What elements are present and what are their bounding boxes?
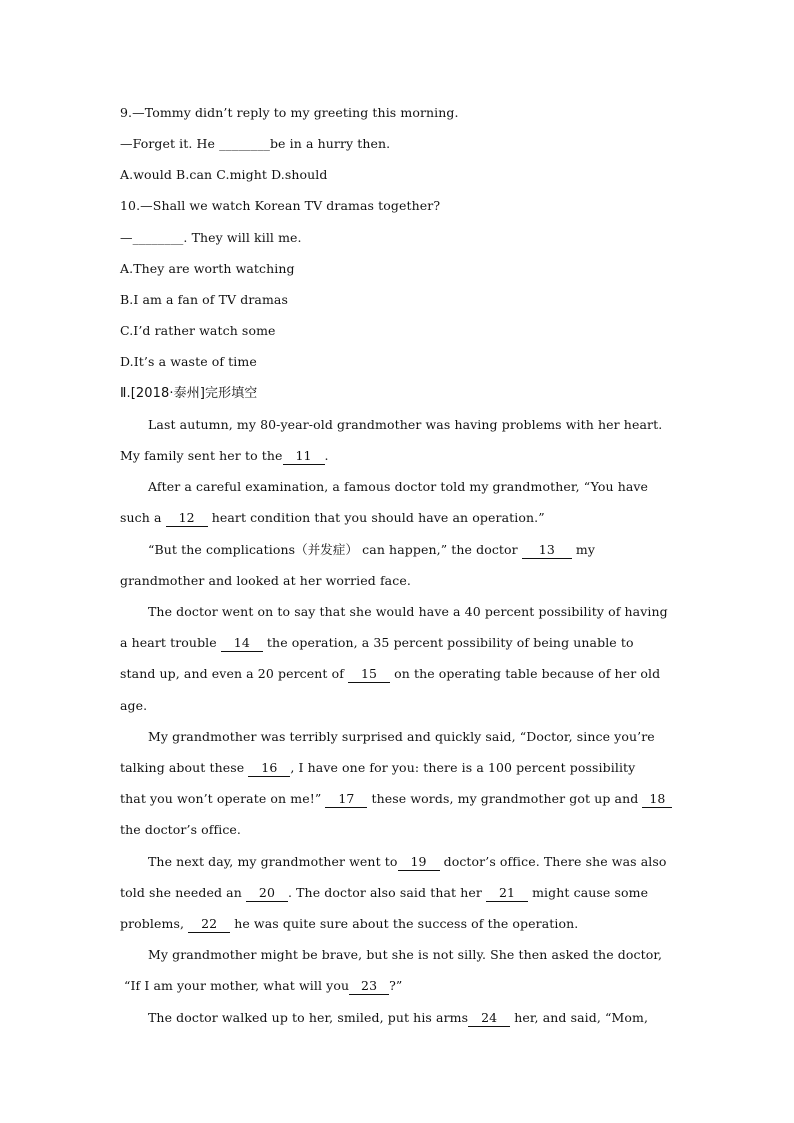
passage-line: My grandmother might be brave, but she is not silly. She then asked the doctor, xyxy=(148,947,663,962)
passage-line xyxy=(120,883,680,903)
passage-text: told she needed an xyxy=(120,885,246,900)
passage-text: “If I am your mother, what will you xyxy=(124,978,350,993)
q9-blank: ________ xyxy=(219,136,270,151)
passage-line xyxy=(120,664,680,684)
q10-reply-dash: — xyxy=(120,230,133,245)
passage-line xyxy=(120,446,680,466)
passage-line xyxy=(148,540,678,560)
q10-blank: ________ xyxy=(132,230,184,245)
passage-text: that you won’t operate on me!” xyxy=(120,791,326,806)
q9-stem: 9.—Tommy didn’t reply to my greeting this morning. xyxy=(120,105,459,120)
passage-line: grandmother and looked at her worried face. xyxy=(120,573,411,588)
q9-options: A.would B.can C.might D.should xyxy=(120,167,328,182)
passage-text: The doctor walked up to her, smiled, put his arms xyxy=(148,1010,469,1025)
passage-text: might cause some xyxy=(528,885,649,900)
passage-line xyxy=(124,976,684,996)
blank-19: 19 xyxy=(398,854,440,871)
passage-line xyxy=(148,852,678,872)
passage-text: a heart trouble xyxy=(120,635,221,650)
blank-14: 14 xyxy=(221,635,263,652)
passage-text: talking about these xyxy=(120,760,249,775)
passage-text: stand up, and even a 20 percent of xyxy=(120,666,349,681)
passage-text: The next day, my grandmother went to xyxy=(148,854,398,869)
passage-line: After a careful examination, a famous doctor told my grandmother, “You have xyxy=(148,479,649,494)
passage-text: her, and said, “Mom, xyxy=(510,1010,649,1025)
passage-line xyxy=(120,789,680,809)
passage-text: he was quite sure about the success of the operation. xyxy=(230,916,579,931)
blank-16: 16 xyxy=(248,760,290,777)
passage-line: the doctor’s office. xyxy=(120,822,242,837)
passage-line: My grandmother was terribly surprised and quickly said, “Doctor, since you’re xyxy=(148,729,655,744)
q10-stem: 10.—Shall we watch Korean TV dramas together? xyxy=(120,198,441,213)
passage-text: “But the complications（并发症） can happen,” the doctor xyxy=(148,542,522,557)
blank-24: 24 xyxy=(468,1010,510,1027)
passage-text: . xyxy=(324,448,329,463)
passage-line: The doctor went on to say that she would have a 40 percent possibility of having xyxy=(148,604,668,619)
passage-text: the operation, a 35 percent possibility of being unable to xyxy=(262,635,634,650)
q9-reply xyxy=(120,134,680,154)
passage-text: such a xyxy=(120,510,166,525)
blank-12: 12 xyxy=(166,510,208,527)
passage-line: age. xyxy=(120,698,148,713)
passage-text: on the operating table because of her old xyxy=(390,666,661,681)
passage-text: . The doctor also said that her xyxy=(287,885,487,900)
blank-20: 20 xyxy=(246,885,288,902)
q10-option-d: D.It’s a waste of time xyxy=(120,354,257,369)
passage-line xyxy=(120,508,680,528)
blank-18: 18 xyxy=(642,791,672,808)
passage-text: doctor’s office. There she was also xyxy=(439,854,667,869)
blank-21: 21 xyxy=(486,885,528,902)
passage-line: Last autumn, my 80-year-old grandmother was having problems with her heart. xyxy=(148,417,663,432)
blank-11: 11 xyxy=(283,448,325,465)
passage-text: problems, xyxy=(120,916,189,931)
blank-23: 23 xyxy=(349,978,389,995)
passage-text: heart condition that you should have an operation.” xyxy=(207,510,545,525)
blank-17: 17 xyxy=(325,791,367,808)
passage-line xyxy=(120,758,680,778)
section-title: Ⅱ.[2018·泰州]完形填空 xyxy=(120,386,258,401)
q10-reply-text: . They will kill me. xyxy=(183,230,302,245)
passage-text: , I have one for you: there is a 100 percent possibility xyxy=(290,760,636,775)
blank-22: 22 xyxy=(188,916,230,933)
passage-text: my xyxy=(571,542,596,557)
passage-text: My family sent her to the xyxy=(120,448,283,463)
blank-13: 13 xyxy=(522,542,572,559)
q10-reply xyxy=(120,228,680,248)
passage-line xyxy=(148,1008,678,1028)
q9-reply-text-end: be in a hurry then. xyxy=(269,136,391,151)
q10-option-c: C.I’d rather watch some xyxy=(120,323,276,338)
passage-text: these words, my grandmother got up and xyxy=(367,791,643,806)
passage-line xyxy=(120,633,680,653)
passage-text: ?” xyxy=(389,978,403,993)
blank-15: 15 xyxy=(348,666,390,683)
q10-option-b: B.I am a fan of TV dramas xyxy=(120,292,288,307)
q9-reply-text: —Forget it. He xyxy=(120,136,220,151)
q10-option-a: A.They are worth watching xyxy=(120,261,295,276)
passage-line xyxy=(120,914,680,934)
